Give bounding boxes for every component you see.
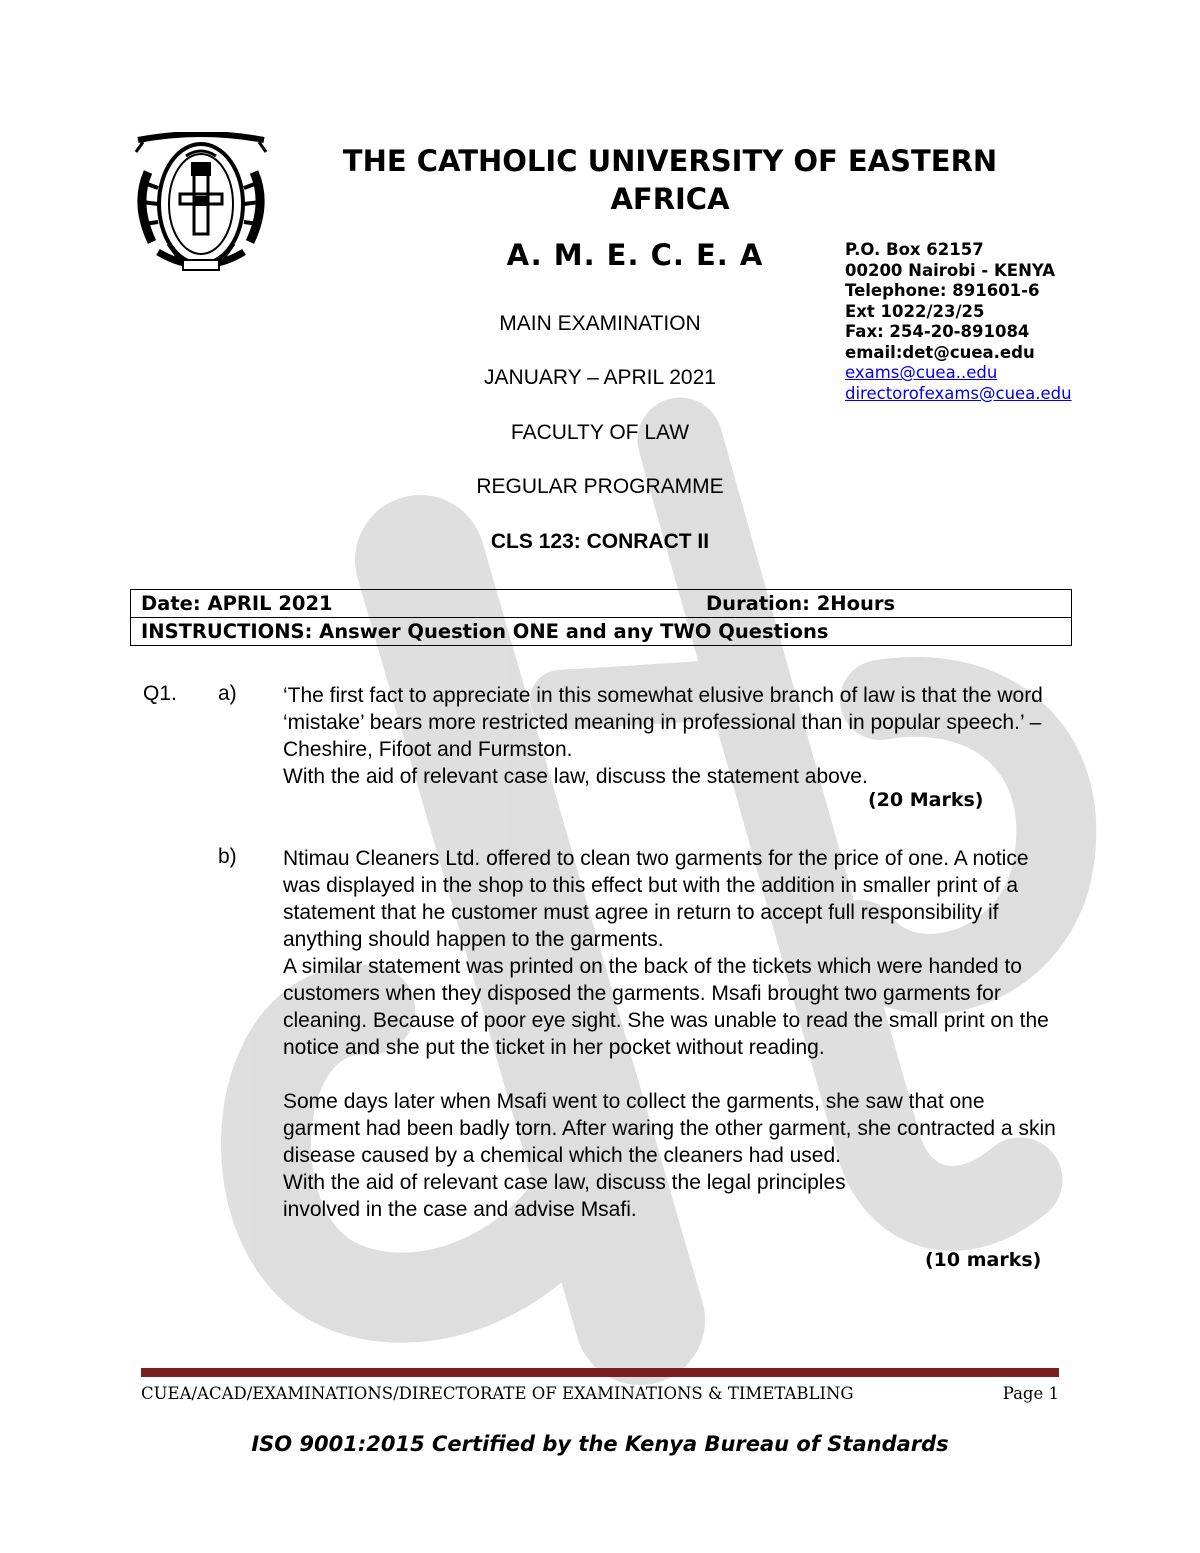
exam-type: MAIN EXAMINATION — [499, 312, 701, 335]
part-a-marks: (20 Marks) — [868, 789, 984, 811]
part-b-para1: Ntimau Cleaners Ltd. offered to clean two garments for the price of one. A notice was displayed in the shop to this effect but with the addition in smaller print of a statement that he customer must agree in return to accept full responsibility if anything should happen to the garments. — [283, 847, 1029, 951]
part-b-label: b) — [218, 845, 237, 868]
part-b-para3: Some days later when Msafi went to collect the garments, she saw that one garment had been badly torn. After waring the other garment, she contracted a skin disease caused by a chemical which the cleaners had used. — [283, 1090, 1056, 1167]
exam-date: Date: APRIL 2021 — [141, 592, 333, 615]
fax: Fax: 254-20-891084 — [845, 322, 1030, 341]
course-title: CLS 123: CONRACT II — [490, 530, 710, 553]
exam-instructions: INSTRUCTIONS: Answer Question ONE and any TWO Questions — [141, 620, 829, 643]
part-a-instruction: With the aid of relevant case law, discuss the statement above. — [283, 765, 868, 788]
contact-block — [845, 240, 1072, 404]
instructions-row — [131, 617, 1071, 645]
date-duration-row — [131, 590, 1071, 617]
extension: Ext 1022/23/25 — [845, 301, 985, 321]
exam-duration: Duration: 2Hours — [706, 592, 896, 615]
programme-name: REGULAR PROGRAMME — [476, 475, 724, 498]
footer-rule — [141, 1368, 1059, 1377]
part-b-para2: A similar statement was printed on the back of the tickets which were handed to customers when they disposed the garments. Msafi brought two garments for cleaning. Because of poor eye sight. She was unable to read the small print on the notice and she put the ticket in her pocket without reading. — [283, 955, 1049, 1059]
exams-email-link[interactable]: exams@cuea..edu — [845, 363, 998, 382]
part-a-text — [283, 682, 1073, 790]
faculty-name: FACULTY OF LAW — [510, 421, 690, 444]
telephone: Telephone: 891601-6 — [845, 281, 1040, 300]
email: email:det@cuea.edu — [845, 342, 1035, 362]
footer — [141, 1384, 1059, 1403]
iso-certification: ISO 9001:2015 Certified by the Kenya Bureau of Standards — [251, 1432, 949, 1456]
university-title: THE CATHOLIC UNIVERSITY OF EASTERN AFRICA — [342, 144, 998, 216]
po-box: P.O. Box 62157 — [845, 240, 984, 259]
part-a-label: a) — [218, 682, 237, 705]
part-a-quote: ‘The first fact to appreciate in this somewhat elusive branch of law is that the word ‘mistake’ bears more restricted meaning in professional than in popular speech.’ – Cheshire, Fifoot and Furmston. — [283, 684, 1043, 761]
director-email-link[interactable]: directorofexams@cuea.edu — [845, 383, 1072, 403]
city: 00200 Nairobi - KENYA — [845, 260, 1056, 280]
part-b-text — [283, 845, 1063, 1223]
amecea-heading: A. M. E. C. E. A — [506, 238, 764, 272]
exam-period: JANUARY – APRIL 2021 — [484, 366, 716, 389]
footer-page-number: Page 1 — [1002, 1384, 1059, 1403]
exam-info-table — [130, 589, 1072, 646]
footer-department: CUEA/ACAD/EXAMINATIONS/DIRECTORATE OF EXAMINATIONS & TIMETABLING — [141, 1384, 854, 1403]
part-b-para4: With the aid of relevant case law, discuss the legal principles involved in the case and advise Msafi. — [283, 1171, 846, 1221]
question-number: Q1. — [143, 682, 177, 705]
university-crest-logo — [128, 132, 274, 274]
part-b-marks: (10 marks) — [925, 1249, 1042, 1271]
